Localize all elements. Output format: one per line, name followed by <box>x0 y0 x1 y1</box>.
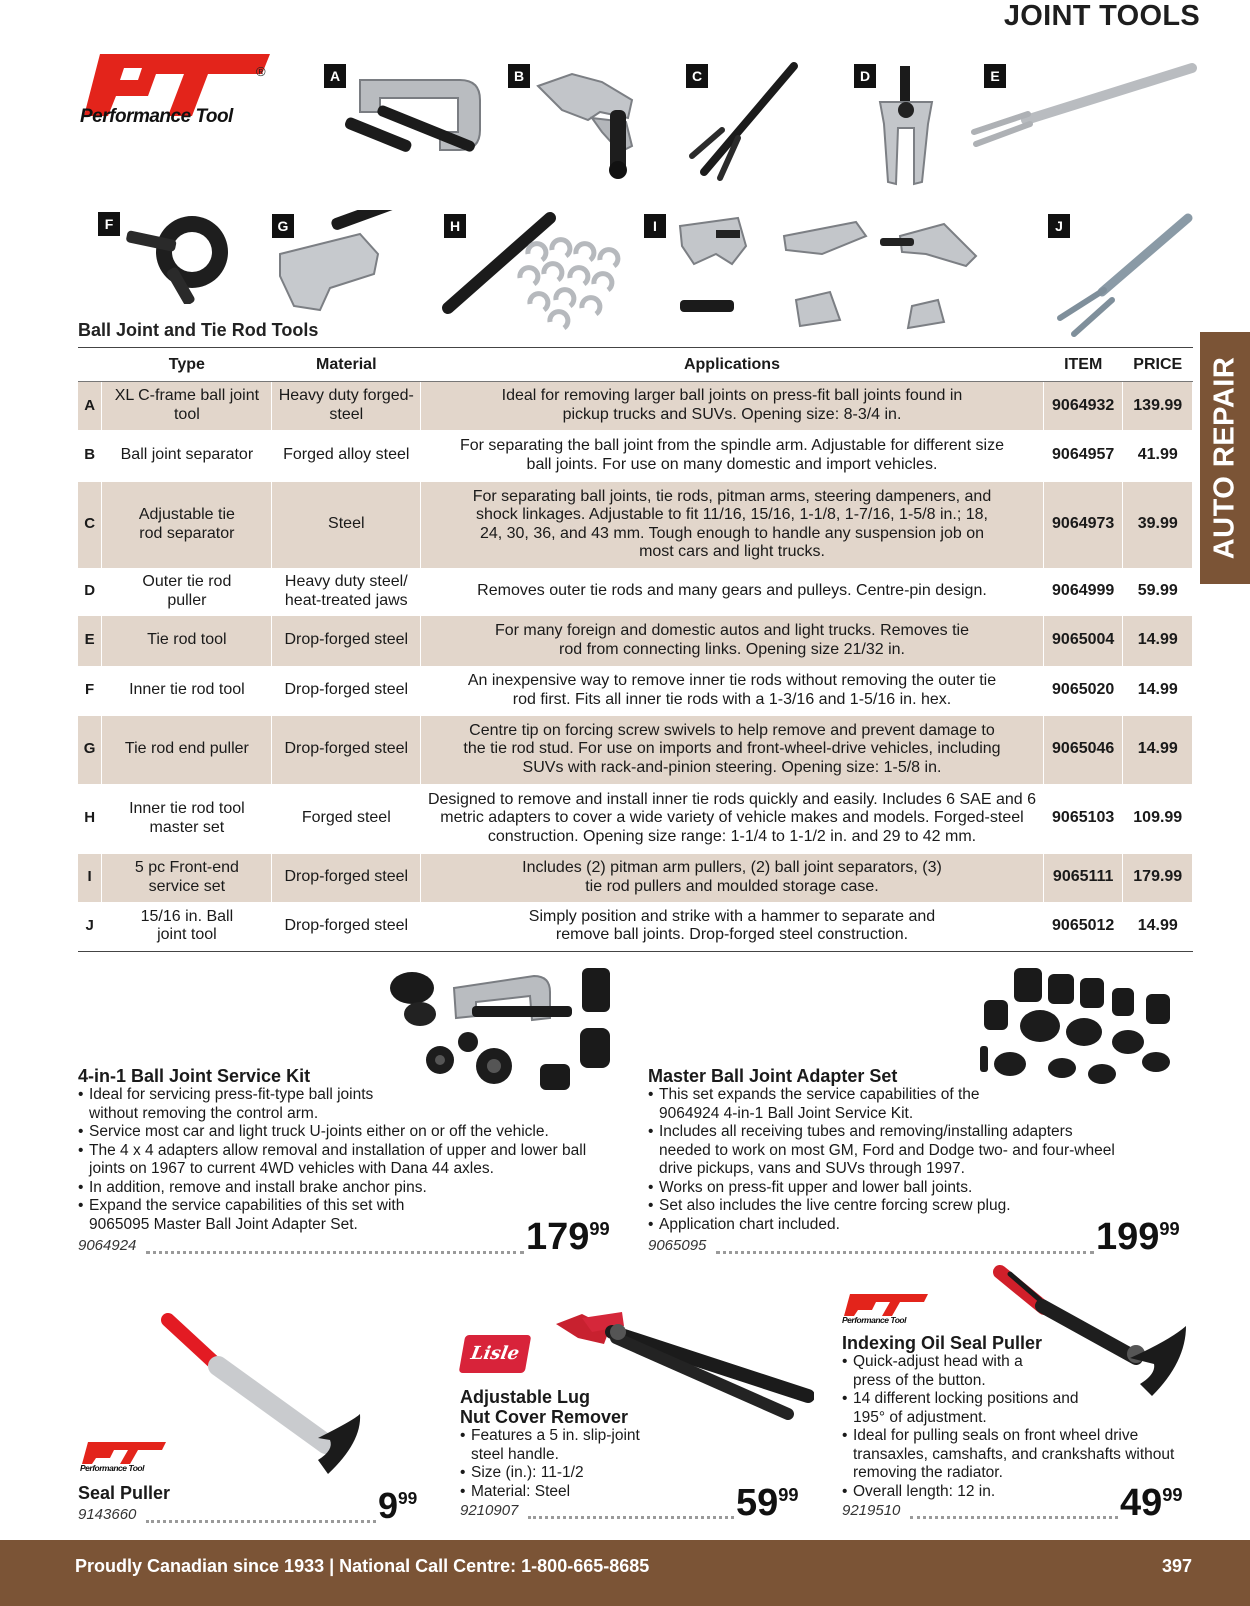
table-row <box>78 616 1193 666</box>
product-title: Seal Puller <box>78 1483 171 1503</box>
row-item: 9065012 <box>1043 902 1123 952</box>
row-price: 179.99 <box>1123 854 1193 902</box>
row-applications: For many foreign and domestic autos and light trucks. Removes tie rod from connecting links. Opening size 21/32 in. <box>421 616 1044 666</box>
row-price: 14.99 <box>1123 716 1193 784</box>
bullet: • This set expands the service capabilities of the 9064924 4-in-1 Ball Joint Service Kit. <box>648 1086 1018 1123</box>
price-cents: 99 <box>778 1484 799 1505</box>
row-applications: Ideal for removing larger ball joints on press-fit ball joints found in pickup trucks and SUVs. Opening size: 8-3/4 in. <box>421 382 1044 430</box>
bullet: • Overall length: 12 in. <box>842 1483 1192 1502</box>
row-applications: For separating ball joints, tie rods, pitman arms, steering dampeners, and shock linkages. Adjustable to fit 11/16, 15/16, 1-1/8, 1-7/16, 1-5/8 in.; 18, 24, 30, 36, and 43 mm. Tough enough to handle any suspension job on most cars and light trucks. <box>421 482 1044 568</box>
registered-mark: ® <box>256 64 266 79</box>
price-dollars: 199 <box>1096 1216 1160 1258</box>
row-price: 139.99 <box>1123 382 1193 430</box>
seal-puller <box>78 1483 170 1503</box>
row-type: Inner tie rod tool <box>102 666 272 716</box>
row-letter: H <box>78 784 102 854</box>
ball-joint-tie-rod-table <box>78 347 1193 952</box>
photo-label-d: D <box>854 64 876 88</box>
bullet: • In addition, remove and install brake anchor pins. <box>78 1179 626 1198</box>
row-price: 41.99 <box>1123 430 1193 482</box>
row-material: Drop-forged steel <box>272 854 421 902</box>
price-leader-dots <box>910 1516 1118 1519</box>
row-type: XL C-frame ball joint tool <box>102 382 272 430</box>
row-material: Steel <box>272 482 421 568</box>
bullet: • Material: Steel <box>460 1483 680 1502</box>
row-letter: D <box>78 568 102 616</box>
row-letter: J <box>78 902 102 952</box>
oil-seal-puller-pt-logo <box>842 1292 932 1328</box>
row-applications: Includes (2) pitman arm pullers, (2) ball joint separators, (3) tie rod pullers and moulded storage case. <box>421 854 1044 902</box>
row-item: 9065004 <box>1043 616 1123 666</box>
row-material: Forged alloy steel <box>272 430 421 482</box>
row-price: 14.99 <box>1123 902 1193 952</box>
bullet: • Size (in.): 11-1/2 <box>460 1464 680 1483</box>
table-row <box>78 902 1193 952</box>
row-item: 9065103 <box>1043 784 1123 854</box>
table-row <box>78 382 1193 430</box>
price-leader-dots <box>146 1251 524 1254</box>
price-leader-dots <box>716 1251 1094 1254</box>
lisle-logo: Lisle <box>459 1335 532 1373</box>
price-dollars: 49 <box>1120 1482 1163 1524</box>
ball-joint-service-kit <box>78 1066 626 1234</box>
header-applications: Applications <box>421 348 1044 382</box>
row-type: Tie rod end puller <box>102 716 272 784</box>
ball-joint-tool-photo <box>1046 212 1196 340</box>
ball-joint-separator-photo <box>532 60 642 180</box>
product-sku: 9219510 <box>842 1502 901 1519</box>
row-letter: A <box>78 382 102 430</box>
row-applications: Simply position and strike with a hammer to separate and remove ball joints. Drop-forged steel construction. <box>421 902 1044 952</box>
photo-label-e: E <box>984 64 1006 88</box>
product-price <box>1120 1484 1183 1522</box>
bullet: • Service most car and light truck U-joints either on or off the vehicle. <box>78 1123 626 1142</box>
product-title: Master Ball Joint Adapter Set <box>648 1066 898 1086</box>
bullet: • Ideal for servicing press-fit-type ball joints without removing the control arm. <box>78 1086 418 1123</box>
table-row <box>78 482 1193 568</box>
product-bullets <box>842 1353 1192 1501</box>
bullet: • Set also includes the live centre forcing screw plug. <box>648 1197 1128 1216</box>
footer-text: Proudly Canadian since 1933 | National Call Centre: 1-800-665-8685 <box>75 1556 650 1576</box>
row-material: Drop-forged steel <box>272 902 421 952</box>
auto-repair-side-tab <box>1200 332 1250 584</box>
row-type: Tie rod tool <box>102 616 272 666</box>
bullet: • Application chart included. <box>648 1216 1128 1235</box>
performance-tool-logo <box>80 50 280 130</box>
row-item: 9064957 <box>1043 430 1123 482</box>
row-material: Forged steel <box>272 784 421 854</box>
page-number: 397 <box>1161 1556 1192 1576</box>
bullet: • 14 different locking positions and 195° of adjustment. <box>842 1390 1082 1427</box>
bullet: • Works on press-fit upper and lower ball joints. <box>648 1179 1128 1198</box>
row-type: Adjustable tie rod separator <box>102 482 272 568</box>
tie-rod-tool-photo <box>966 58 1198 148</box>
row-item: 9064999 <box>1043 568 1123 616</box>
row-item: 9064932 <box>1043 382 1123 430</box>
product-sku: 9064924 <box>78 1237 137 1254</box>
product-sku: 9143660 <box>78 1506 137 1523</box>
table-row <box>78 666 1193 716</box>
price-leader-dots <box>146 1520 376 1523</box>
row-material: Heavy duty forged-steel <box>272 382 421 430</box>
product-title-line-2: Nut Cover Remover <box>460 1407 629 1427</box>
product-title-line-1: Adjustable Lug <box>460 1387 590 1407</box>
price-cents: 99 <box>398 1488 418 1508</box>
bullet: • Features a 5 in. slip-joint steel handle. <box>460 1427 670 1464</box>
product-price <box>1096 1218 1180 1256</box>
row-price: 14.99 <box>1123 666 1193 716</box>
header-letter <box>78 348 102 382</box>
product-title: 4-in-1 Ball Joint Service Kit <box>78 1066 311 1086</box>
front-end-service-set-photo <box>676 210 1006 342</box>
photo-label-j: J <box>1048 214 1070 238</box>
performance-tool-wordmark: Performance Tool <box>842 1315 906 1325</box>
product-bullets <box>460 1427 680 1501</box>
row-applications: An inexpensive way to remove inner tie rods without removing the outer tie rod first. Fits all inner tie rods with a 1-3/16 and 1-5/16 in. hex. <box>421 666 1044 716</box>
product-title: Indexing Oil Seal Puller <box>842 1333 1043 1353</box>
bullet: • Quick-adjust head with a press of the button. <box>842 1353 1052 1390</box>
row-price: 39.99 <box>1123 482 1193 568</box>
seal-puller-pt-logo <box>80 1440 170 1476</box>
bullet: • The 4 x 4 adapters allow removal and installation of upper and lower ball joints on 1967 to current 4WD vehicles with Dana 44 axles. <box>78 1142 626 1179</box>
row-type: Inner tie rod tool master set <box>102 784 272 854</box>
product-bullets <box>648 1086 1128 1234</box>
row-price: 109.99 <box>1123 784 1193 854</box>
table-row <box>78 854 1193 902</box>
section-title: Ball Joint and Tie Rod Tools <box>78 320 319 340</box>
performance-tool-wordmark: Performance Tool <box>80 106 233 127</box>
master-ball-joint-adapter-set <box>648 1066 1128 1234</box>
price-dollars: 9 <box>378 1485 399 1526</box>
tie-rod-end-puller-photo <box>276 210 416 314</box>
price-cents: 99 <box>589 1218 610 1239</box>
seal-puller-photo <box>158 1310 368 1482</box>
header-material: Material <box>272 348 421 382</box>
lug-nut-cover-remover <box>460 1387 680 1501</box>
row-type: Ball joint separator <box>102 430 272 482</box>
row-type: Outer tie rod puller <box>102 568 272 616</box>
photo-label-f: F <box>98 212 120 236</box>
row-item: 9064973 <box>1043 482 1123 568</box>
price-dollars: 179 <box>526 1216 590 1258</box>
header-type: Type <box>102 348 272 382</box>
photo-label-g: G <box>272 214 294 238</box>
page-title: JOINT TOOLS <box>1003 0 1200 32</box>
product-price <box>526 1218 610 1256</box>
row-price: 59.99 <box>1123 568 1193 616</box>
c-frame-tool-photo <box>340 60 500 170</box>
product-price <box>378 1485 418 1526</box>
row-letter: C <box>78 482 102 568</box>
adjustable-tie-rod-separator-photo <box>682 60 802 185</box>
bullet: • Ideal for pulling seals on front wheel drive transaxles, camshafts, and crankshafts without removing the radiator. <box>842 1427 1192 1483</box>
row-item: 9065046 <box>1043 716 1123 784</box>
row-applications: For separating the ball joint from the spindle arm. Adjustable for different size ball joints. For use on many domestic and import vehicles. <box>421 430 1044 482</box>
row-letter: E <box>78 616 102 666</box>
row-material: Drop-forged steel <box>272 716 421 784</box>
photo-label-c: C <box>686 64 708 88</box>
photo-label-h: H <box>444 214 466 238</box>
photo-label-b: B <box>508 64 530 88</box>
row-type: 15/16 in. Ball joint tool <box>102 902 272 952</box>
photo-label-a: A <box>324 64 346 88</box>
inner-tie-rod-master-set-photo <box>440 212 630 338</box>
row-material: Drop-forged steel <box>272 616 421 666</box>
bullet: • Expand the service capabilities of this set with 9065095 Master Ball Joint Adapter Set. <box>78 1197 458 1234</box>
row-price: 14.99 <box>1123 616 1193 666</box>
bullet: • Includes all receiving tubes and removing/installing adapters needed to work on most GM, Ford and Dodge two- and four-wheel drive pickups, vans and SUVs through 1997. <box>648 1123 1118 1179</box>
row-applications: Designed to remove and install inner tie rods quickly and easily. Includes 6 SAE and 6 metric adapters to cover a wide variety of vehicle makes and models. Forged-steel construction. Opening size range: 1-1/4 to 1-1/2 in. and 29 to 42 mm. <box>421 784 1044 854</box>
price-cents: 99 <box>1162 1484 1183 1505</box>
row-item: 9065111 <box>1043 854 1123 902</box>
inner-tie-rod-tool-photo <box>124 208 248 304</box>
header-price: PRICE <box>1123 348 1193 382</box>
row-letter: G <box>78 716 102 784</box>
row-applications: Removes outer tie rods and many gears and pulleys. Centre-pin design. <box>421 568 1044 616</box>
row-material: Heavy duty steel/ heat-treated jaws <box>272 568 421 616</box>
row-material: Drop-forged steel <box>272 666 421 716</box>
price-dollars: 59 <box>736 1482 779 1524</box>
price-cents: 99 <box>1159 1218 1180 1239</box>
row-letter: B <box>78 430 102 482</box>
product-price <box>736 1484 799 1522</box>
product-bullets <box>78 1086 626 1234</box>
indexing-oil-seal-puller <box>842 1333 1192 1501</box>
row-applications: Centre tip on forcing screw swivels to help remove and prevent damage to the tie rod stud. For use on imports and front-wheel-drive vehicles, including SUVs with rack-and-pinion steering. Opening size: 1-5/8 in. <box>421 716 1044 784</box>
performance-tool-wordmark: Performance Tool <box>80 1463 144 1473</box>
table-row <box>78 568 1193 616</box>
product-sku: 9065095 <box>648 1237 707 1254</box>
table-header-row <box>78 348 1193 382</box>
table-row <box>78 430 1193 482</box>
row-letter: F <box>78 666 102 716</box>
price-leader-dots <box>528 1516 734 1519</box>
row-type: 5 pc Front-end service set <box>102 854 272 902</box>
table-row <box>78 716 1193 784</box>
side-tab-label: AUTO REPAIR <box>1208 356 1241 560</box>
row-item: 9065020 <box>1043 666 1123 716</box>
outer-tie-rod-puller-photo <box>866 62 946 192</box>
header-item: ITEM <box>1043 348 1123 382</box>
product-sku: 9210907 <box>460 1502 519 1519</box>
photo-label-i: I <box>644 214 666 238</box>
table-row <box>78 784 1193 854</box>
row-letter: I <box>78 854 102 902</box>
